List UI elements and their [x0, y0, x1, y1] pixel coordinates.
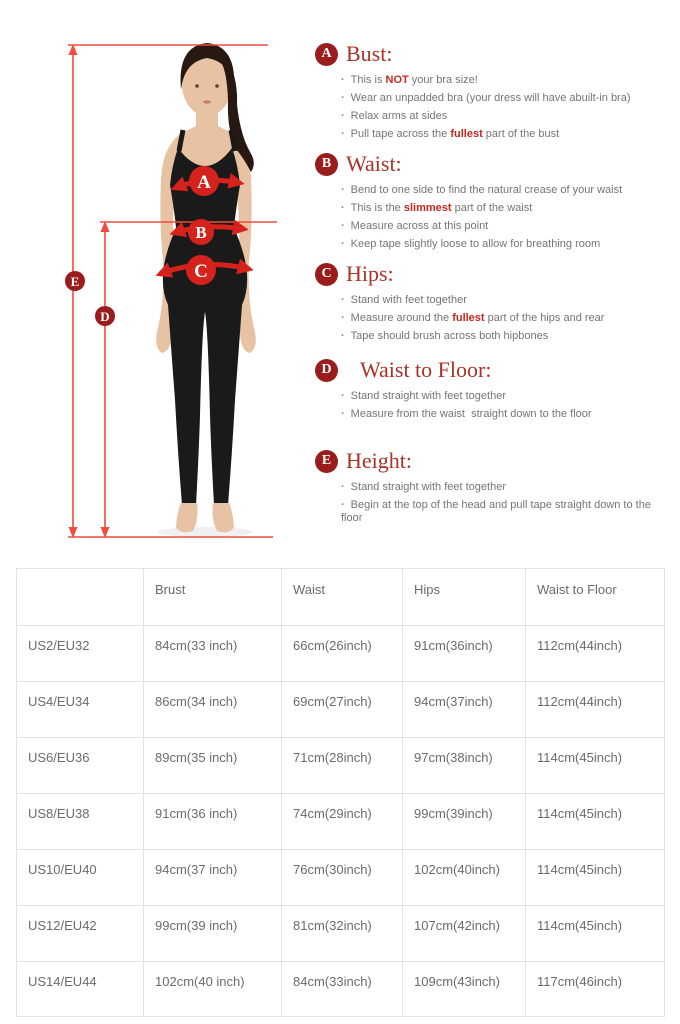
outfit — [163, 148, 247, 505]
instruction-bullet — [341, 74, 667, 87]
section-waist-title: Waist: — [346, 151, 402, 176]
bullet-text: part of the hips and rear — [484, 312, 605, 324]
measurement-cell: 84cm(33 inch) — [144, 626, 282, 682]
measurement-cell: 99cm(39 inch) — [144, 906, 282, 962]
measurement-cell: 112cm(44inch) — [526, 626, 665, 682]
bullet-text: Begin at the top of the head and pull tape straight down to the floor — [341, 499, 651, 524]
instruction-bullet — [341, 110, 667, 123]
hips-marker-letter: C — [194, 261, 208, 282]
header-hips: Hips — [403, 569, 526, 626]
bullet-dot: · — [341, 110, 345, 122]
table-row — [17, 626, 665, 682]
measurement-cell: 86cm(34 inch) — [144, 682, 282, 738]
measurement-cell: 97cm(38inch) — [403, 738, 526, 794]
measurement-cell: 91cm(36 inch) — [144, 794, 282, 850]
bullet-dot: · — [341, 184, 345, 196]
bullet-text: Tape should brush across both hipbones — [350, 330, 549, 342]
section-height — [315, 448, 667, 530]
measurement-cell: 76cm(30inch) — [282, 850, 403, 906]
header-waist: Waist — [282, 569, 403, 626]
waist-marker-letter: B — [195, 223, 207, 242]
measurement-cell: 102cm(40 inch) — [144, 962, 282, 1017]
bullet-text: Relax arms at sides — [350, 110, 448, 122]
section-waist-bullets — [315, 184, 667, 251]
instruction-bullet — [341, 330, 667, 343]
section-hips-title: Hips: — [346, 261, 394, 286]
bullet-text: Measure across at this point — [350, 220, 489, 232]
measurement-cell: 89cm(35 inch) — [144, 738, 282, 794]
bullet-dot: · — [341, 238, 345, 250]
measurement-cell: 114cm(45inch) — [526, 850, 665, 906]
floor-shadow — [157, 527, 253, 537]
size-cell: US10/EU40 — [17, 850, 144, 906]
header-bust: Brust — [144, 569, 282, 626]
measurement-cell: 107cm(42inch) — [403, 906, 526, 962]
measurement-figure — [0, 0, 320, 560]
bullet-text: your bra size! — [408, 74, 478, 86]
measure-instructions — [315, 0, 671, 560]
header-size — [17, 569, 144, 626]
section-bust-badge: A — [315, 43, 338, 66]
instruction-bullet — [341, 202, 667, 215]
measurement-cell: 99cm(39inch) — [403, 794, 526, 850]
section-bust-bullets — [315, 74, 667, 141]
highlighted-text: slimmest — [403, 202, 452, 214]
instruction-bullet — [341, 499, 667, 525]
bullet-text: Wear an unpadded bra (your dress will have abuilt-in bra) — [350, 92, 631, 104]
section-height-badge: E — [315, 450, 338, 473]
left-eye — [195, 84, 199, 88]
section-waist-to-floor-title: Waist to Floor: — [360, 357, 492, 382]
measurement-cell: 114cm(45inch) — [526, 794, 665, 850]
size-cell: US14/EU44 — [17, 962, 144, 1017]
section-bust-heading — [315, 41, 667, 67]
bullet-text: Stand straight with feet together — [350, 481, 506, 493]
right-eye — [215, 84, 219, 88]
bullet-text: Measure from the waist straight down to the floor — [350, 408, 592, 420]
section-waist-to-floor-badge: D — [315, 359, 338, 382]
bullet-text: This is — [350, 74, 386, 86]
size-cell: US6/EU36 — [17, 738, 144, 794]
bullet-dot: · — [341, 92, 345, 104]
highlighted-text: NOT — [385, 74, 409, 86]
bullet-dot: · — [341, 202, 345, 214]
bullet-text: Pull tape across the — [350, 128, 451, 140]
instruction-bullet — [341, 294, 667, 307]
measurement-cell: 91cm(36inch) — [403, 626, 526, 682]
measurement-cell: 109cm(43inch) — [403, 962, 526, 1017]
header-waist-to-floor: Waist to Floor — [526, 569, 665, 626]
instruction-bullet — [341, 184, 667, 197]
bullet-text: Stand straight with feet together — [350, 390, 506, 402]
measurement-cell: 94cm(37inch) — [403, 682, 526, 738]
section-bust — [315, 41, 667, 146]
table-row — [17, 906, 665, 962]
instruction-bullet — [341, 238, 667, 251]
table-row — [17, 738, 665, 794]
measurement-cell: 117cm(46inch) — [526, 962, 665, 1017]
size-cell: US4/EU34 — [17, 682, 144, 738]
instruction-bullet — [341, 220, 667, 233]
bullet-dot: · — [341, 408, 345, 420]
section-bust-title: Bust: — [346, 41, 393, 66]
size-chart-table — [16, 568, 665, 1017]
instruction-bullet — [341, 312, 667, 325]
bullet-dot: · — [341, 128, 345, 140]
height-badge-letter: E — [70, 274, 80, 289]
measurement-cell: 112cm(44inch) — [526, 682, 665, 738]
right-foot — [213, 503, 235, 532]
bullet-text: Measure around the — [350, 312, 453, 324]
instruction-bullet — [341, 481, 667, 494]
waist-to-floor-badge-letter: D — [100, 309, 110, 324]
bullet-dot: · — [341, 390, 345, 402]
measurement-cell: 114cm(45inch) — [526, 738, 665, 794]
instruction-bullet — [341, 408, 667, 421]
measurement-cell: 84cm(33inch) — [282, 962, 403, 1017]
bullet-dot: · — [341, 312, 345, 324]
section-height-title: Height: — [346, 448, 412, 473]
measurement-cell: 114cm(45inch) — [526, 906, 665, 962]
measurement-cell: 69cm(27inch) — [282, 682, 403, 738]
bullet-text: Keep tape slightly loose to allow for breathing room — [350, 238, 601, 250]
bullet-dot: · — [341, 499, 345, 511]
left-foot — [176, 503, 198, 532]
bullet-text: part of the bust — [482, 128, 560, 140]
bullet-dot: · — [341, 74, 345, 86]
model-illustration — [156, 43, 256, 532]
table-row — [17, 794, 665, 850]
measurement-cell: 66cm(26inch) — [282, 626, 403, 682]
size-cell: US12/EU42 — [17, 906, 144, 962]
size-cell: US8/EU38 — [17, 794, 144, 850]
bullet-dot: · — [341, 330, 345, 342]
section-hips-badge: C — [315, 263, 338, 286]
section-hips — [315, 261, 667, 348]
size-chart-body — [17, 626, 665, 1017]
bullet-text: Stand with feet together — [350, 294, 467, 306]
section-waist-badge: B — [315, 153, 338, 176]
measurement-cell: 94cm(37 inch) — [144, 850, 282, 906]
instruction-bullet — [341, 92, 667, 105]
lips — [203, 100, 211, 103]
bullet-text: Bend to one side to find the natural crease of your waist — [350, 184, 623, 196]
highlighted-text: fullest — [452, 312, 485, 324]
bullet-dot: · — [341, 481, 345, 493]
bust-marker-letter: A — [197, 172, 211, 193]
instruction-bullet — [341, 128, 667, 141]
section-waist-to-floor-heading — [315, 357, 667, 383]
section-waist-heading — [315, 151, 667, 177]
size-chart-header-row — [17, 569, 665, 626]
bullet-dot: · — [341, 220, 345, 232]
bullet-dot: · — [341, 294, 345, 306]
section-height-heading — [315, 448, 667, 474]
table-row — [17, 682, 665, 738]
highlighted-text: fullest — [450, 128, 483, 140]
table-row — [17, 962, 665, 1017]
section-hips-heading — [315, 261, 667, 287]
section-waist-to-floor-bullets — [315, 390, 667, 421]
section-waist — [315, 151, 667, 256]
bullet-text: part of the waist — [451, 202, 533, 214]
section-hips-bullets — [315, 294, 667, 343]
section-waist-to-floor — [315, 357, 667, 426]
measurement-cell: 71cm(28inch) — [282, 738, 403, 794]
size-cell: US2/EU32 — [17, 626, 144, 682]
bullet-text: This is the — [350, 202, 404, 214]
measurement-cell: 81cm(32inch) — [282, 906, 403, 962]
table-row — [17, 850, 665, 906]
measurement-cell: 102cm(40inch) — [403, 850, 526, 906]
instruction-bullet — [341, 390, 667, 403]
section-height-bullets — [315, 481, 667, 525]
measurement-cell: 74cm(29inch) — [282, 794, 403, 850]
